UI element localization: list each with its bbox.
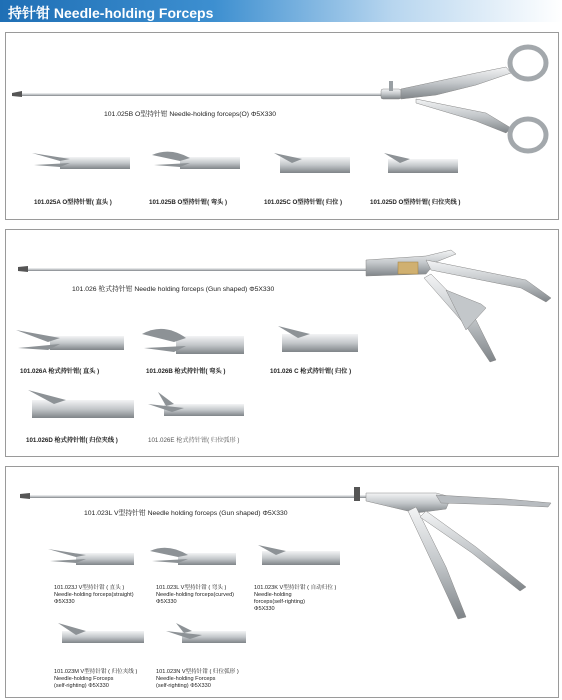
- tip-label-line: Φ5X330: [254, 606, 275, 612]
- section1-caption: 101.025B O型持针钳 Needle-holding forceps(O) Φ5X330: [104, 111, 277, 118]
- tip-label-101-025d: 101.025D O型持针钳( 归位夹线 ): [370, 199, 461, 206]
- tip-label-line: Needle-holding Forceps: [54, 676, 114, 682]
- tip-label-line: 101.023J V型持针钳 ( 直头 ): [54, 585, 125, 591]
- tip-label-line: Needle-holding forceps(curved): [156, 592, 235, 598]
- tip-image-101-023j: [46, 543, 134, 573]
- tip-image-101-023l: [148, 543, 236, 573]
- section3-caption: 101.023L V型持针钳 Needle holding forceps (Gun shaped) Φ5X330: [84, 510, 288, 517]
- tip-label-101-026e: 101.026E 枪式持针钳( 归位弧形 ): [148, 437, 240, 444]
- tip-label-101-026a: 101.026A 枪式持针钳( 直头 ): [20, 368, 100, 375]
- tip-label-line: 101.023L V型持针钳 ( 弯头 ): [156, 585, 227, 591]
- tip-label-101-025b: 101.025B O型持针钳( 弯头 ): [149, 199, 228, 206]
- section2-caption: 101.026 枪式持针钳 Needle holding forceps (Gun shaped) Φ5X330: [72, 286, 275, 293]
- tip-image-101-026b: [140, 324, 244, 364]
- page-title: 持针钳 Needle-holding Forceps: [8, 5, 214, 21]
- tip-label-101-023j: [54, 585, 134, 606]
- tip-image-101-026d: [26, 388, 136, 426]
- tip-label-line: (self-righting) Φ5X330: [156, 683, 211, 689]
- tip-label-line: (self-righting) Φ5X330: [54, 683, 109, 689]
- tip-label-line: Needle-holding forceps(straight): [54, 592, 134, 598]
- tip-label-101-026b: 101.026B 枪式持针钳( 弯头 ): [146, 368, 226, 375]
- tip-image-101-023m: [56, 621, 146, 651]
- tip-image-101-023n: [162, 621, 246, 651]
- tip-label-101-023n: [156, 669, 239, 690]
- tip-label-101-025a: 101.025A O型持针钳( 直头 ): [34, 199, 112, 206]
- tip-label-101-026c: 101.026 C 枪式持针钳( 归位 ): [270, 368, 352, 375]
- section-gun-shaped: [5, 229, 559, 457]
- tip-label-101-025c: 101.025C O型持针钳( 归位 ): [264, 199, 343, 206]
- tip-label-line: 101.023N V型持针钳 ( 归位弧形 ): [156, 669, 239, 675]
- tip-label-line: 101.023M V型持针钳 ( 归位夹线 ): [54, 669, 138, 675]
- tip-image-101-025d: [380, 151, 460, 183]
- tip-label-101-023l: [156, 585, 234, 606]
- tip-label-line: forceps(self-righting): [254, 599, 305, 605]
- tip-image-101-026e: [144, 388, 244, 426]
- tip-image-101-023k: [256, 543, 342, 573]
- tip-image-101-025a: [30, 145, 130, 179]
- section-v-type: [5, 466, 559, 698]
- tip-image-101-026a: [14, 324, 124, 360]
- tip-image-101-026c: [276, 324, 360, 360]
- header-bar: [0, 0, 562, 22]
- tip-label-101-023m: [54, 669, 137, 690]
- tip-label-line: Φ5X330: [156, 599, 177, 605]
- o-type-forceps-image: [6, 33, 558, 219]
- tip-label-line: Needle-holding Forceps: [156, 676, 216, 682]
- tip-label-101-026d: 101.026D 枪式持针钳( 归位夹线 ): [26, 437, 118, 444]
- section-o-type: [5, 32, 559, 220]
- tip-label-line: Needle-holding: [254, 592, 292, 598]
- tip-image-101-025c: [272, 151, 352, 183]
- v-type-forceps-image: [6, 467, 558, 697]
- tip-label-line: 101.023K V型持针钳 ( 自动归位 ): [254, 585, 337, 591]
- tip-label-line: Φ5X330: [54, 599, 75, 605]
- tip-label-101-023k: [254, 585, 336, 613]
- tip-image-101-025b: [150, 145, 240, 179]
